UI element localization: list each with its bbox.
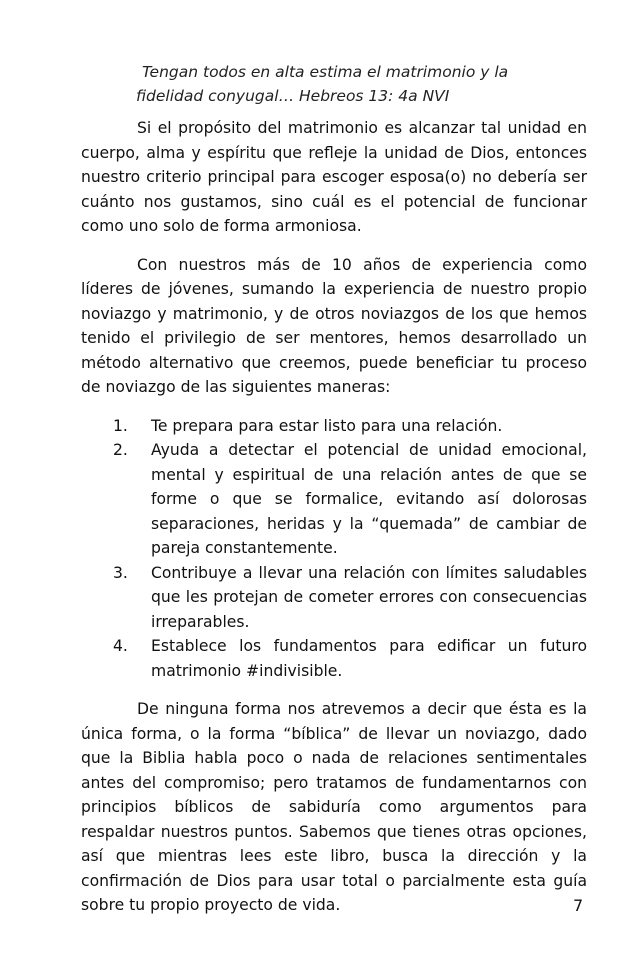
list-item-number: 1. [113, 416, 128, 435]
list-item [81, 561, 587, 635]
list-item [81, 414, 587, 439]
list-item-text: Ayuda a detectar el potencial de unidad emocional, mental y espiritual de una relación antes de que se forme o que se formalice, evitando así dolorosas separaciones, heridas y la “quemada” de cambiar de pareja constantemente. [151, 441, 587, 557]
page-number: 7 [573, 896, 584, 915]
benefits-list [81, 414, 587, 684]
paragraph-disclaimer: De ninguna forma nos atrevemos a decir que ésta es la única forma, o la forma “bíblica” de llevar un noviazgo, dado que la Biblia habla poco o nada de relaciones sentimentales antes del compromiso; pero tratamos de fundamentarnos con principios bíblicos de sabiduría como argumentos para respaldar nuestros puntos. Sabemos que tienes otras opciones, así que mientras lees este libro, busca la dirección y la confirmación de Dios para usar total o parcialmente esta guía sobre tu propio proyecto de vida. [81, 700, 587, 914]
epigraph-line-1: Tengan todos en alta estima el matrimonio y la [142, 63, 509, 81]
list-item-text: Te prepara para estar listo para una relación. [151, 416, 503, 435]
list-item-number: 3. [113, 563, 128, 582]
paragraph-purpose: Si el propósito del matrimonio es alcanzar tal unidad en cuerpo, alma y espíritu que refleje la unidad de Dios, entonces nuestro criterio principal para escoger esposa(o) no debería ser cuánto nos gustamos, sino cuál es el potencial de funcionar como uno solo de forma armoniosa. [81, 119, 587, 235]
list-item-number: 2. [113, 441, 128, 459]
list-item [81, 438, 587, 561]
body-text [81, 116, 587, 932]
list-item [81, 634, 587, 683]
list-item-text: Contribuye a llevar una relación con límites saludables que les protejan de cometer errores con consecuencias irreparables. [151, 563, 587, 631]
list-item-number: 4. [113, 637, 128, 655]
paragraph-experience: Con nuestros más de 10 años de experiencia como líderes de jóvenes, sumando la experiencia de nuestro propio noviazgo y matrimonio, y de otros noviazgos de los que hemos tenido el privilegio de ser mentores, hemos desarrollado un método alternativo que creemos, puede beneficiar tu proceso de noviazgo de las siguientes maneras: [81, 255, 587, 396]
epigraph-line-2: fidelidad conyugal… Hebreos 13: 4a NVI [136, 87, 450, 105]
list-item-text: Establece los fundamentos para edificar un futuro matrimonio #indivisible. [151, 637, 587, 680]
epigraph-quote [136, 60, 576, 108]
